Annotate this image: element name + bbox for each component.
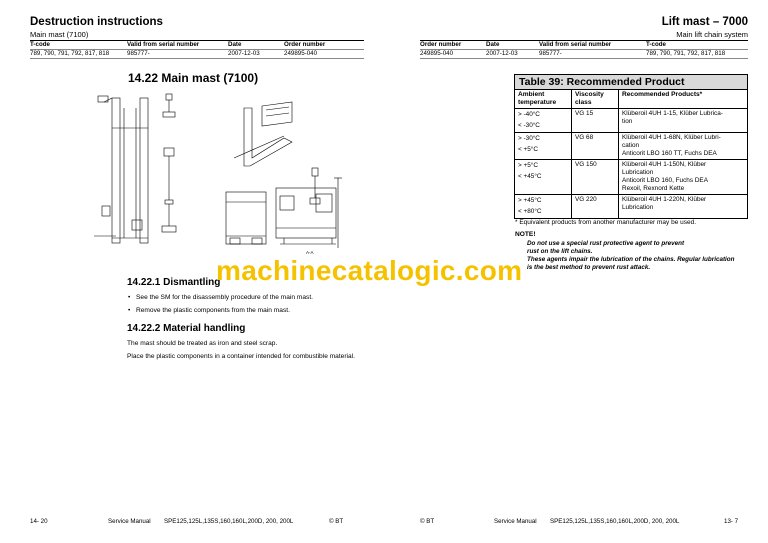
table-row bbox=[515, 195, 748, 219]
note-line-2: rust on the lift chains. bbox=[527, 248, 593, 255]
temp-min: > -30°C bbox=[518, 135, 540, 142]
tcode-value: 789, 790, 791, 792, 817, 818 bbox=[646, 50, 726, 57]
header-bottom-rule bbox=[420, 58, 748, 59]
mast-drawing bbox=[94, 88, 352, 256]
page-title: Destruction instructions bbox=[30, 16, 163, 28]
material-paragraph-2: Place the plastic components in a container intended for combustible material. bbox=[127, 353, 355, 360]
order-value: 249895-040 bbox=[284, 50, 318, 57]
temp-max: < +80°C bbox=[518, 207, 542, 215]
page-title: Lift mast – 7000 bbox=[661, 16, 748, 28]
date-value: 2007-12-03 bbox=[228, 50, 260, 57]
col-header-temperature: Ambient temperature bbox=[515, 90, 572, 109]
watermark: machinecatalogic.com bbox=[216, 255, 523, 286]
table-row bbox=[515, 109, 748, 133]
page-subtitle: Main lift chain system bbox=[676, 30, 748, 39]
dismantling-bullet-1: • See the SM for the disassembly procedure of the main mast. bbox=[136, 293, 366, 302]
date-label: Date bbox=[228, 41, 242, 48]
table-title: Table 39: Recommended Product bbox=[515, 75, 748, 90]
product-line: Klüberoil 4UH 1-220N, Klüber bbox=[622, 196, 707, 203]
product-line: Rexoil, Rexnord Kette bbox=[622, 185, 685, 192]
tcode-label: T-code bbox=[30, 41, 50, 48]
note-line-1: Do not use a special rust protective agent to prevent bbox=[527, 240, 685, 247]
note-label: NOTE! bbox=[515, 231, 536, 238]
footer-page-number: 14- 20 bbox=[30, 518, 48, 525]
table-footnote: * Equivalent products from another manufacturer may be used. bbox=[515, 219, 697, 226]
product-line: Klüberoil 4UH 1-15, Klüber Lubrica- bbox=[622, 110, 723, 117]
temp-max: < -30°C bbox=[518, 121, 540, 129]
viscosity-cell: VG 150 bbox=[572, 160, 619, 195]
tcode-label: T-code bbox=[646, 41, 666, 48]
temp-max: < +5°C bbox=[518, 145, 538, 153]
tcode-value: 789, 790, 791, 792, 817, 818 bbox=[30, 50, 110, 57]
product-line: Lubrication bbox=[622, 169, 654, 176]
page-subtitle: Main mast (7100) bbox=[30, 30, 89, 39]
serial-value: 985777- bbox=[539, 50, 562, 57]
viscosity-cell: VG 15 bbox=[572, 109, 619, 133]
product-line: Klüberoil 4UH 1-68N, Klüber Lubri- bbox=[622, 134, 721, 141]
viscosity-cell: VG 68 bbox=[572, 133, 619, 160]
section-label: A-A bbox=[306, 250, 314, 255]
footer-page-number: 13- 7 bbox=[724, 518, 739, 525]
temp-max: < +45°C bbox=[518, 172, 542, 180]
product-line: Klüberoil 4UH 1-150N, Klüber bbox=[622, 161, 707, 168]
serial-label: Valid from serial number bbox=[127, 41, 200, 48]
product-line: Anticorit LBO 160, Fuchs DEA bbox=[622, 177, 708, 184]
viscosity-cell: VG 220 bbox=[572, 195, 619, 219]
serial-label: Valid from serial number bbox=[539, 41, 612, 48]
footer-brand: © BT bbox=[329, 518, 344, 525]
material-paragraph-1: The mast should be treated as iron and steel scrap. bbox=[127, 340, 278, 347]
product-line: tion bbox=[622, 118, 633, 125]
temp-min: > +5°C bbox=[518, 162, 538, 169]
footer-brand: © BT bbox=[420, 518, 435, 525]
dismantling-title: 14.22.1 Dismantling bbox=[127, 277, 221, 288]
dismantling-bullet-2: • Remove the plastic components from the main mast. bbox=[136, 306, 366, 315]
footer-models: SPE125,125L,135S,160,160L,200D, 200, 200L bbox=[164, 518, 294, 525]
footer-manual: Service Manual bbox=[108, 518, 151, 525]
product-line: Anticorit LBO 160 TT, Fuchs DEA bbox=[622, 150, 717, 157]
note-line-3: These agents impair the lubrication of the chains. Regular lubrication bbox=[527, 256, 735, 263]
col-header-products: Recommended Products* bbox=[619, 90, 748, 109]
date-label: Date bbox=[486, 41, 500, 48]
material-title: 14.22.2 Material handling bbox=[127, 323, 246, 334]
date-value: 2007-12-03 bbox=[486, 50, 518, 57]
header-bottom-rule bbox=[30, 58, 364, 59]
col-header-viscosity: Viscosity class bbox=[572, 90, 619, 109]
recommended-product-table bbox=[514, 74, 748, 219]
temp-min: > +45°C bbox=[518, 197, 542, 204]
table-row bbox=[515, 160, 748, 195]
temp-min: > -40°C bbox=[518, 111, 540, 118]
order-label: Order number bbox=[420, 41, 462, 48]
order-label: Order number bbox=[284, 41, 326, 48]
serial-value: 985777- bbox=[127, 50, 150, 57]
footer-models: SPE125,125L,135S,160,160L,200D, 200, 200L bbox=[550, 518, 680, 525]
product-line: Lubrication bbox=[622, 204, 654, 211]
note-line-4: is the best method to prevent rust attack. bbox=[527, 264, 651, 271]
table-row bbox=[515, 133, 748, 160]
product-line: cation bbox=[622, 142, 640, 149]
order-value: 249895-040 bbox=[420, 50, 454, 57]
section-title: 14.22 Main mast (7100) bbox=[128, 71, 259, 85]
footer-manual: Service Manual bbox=[494, 518, 537, 525]
